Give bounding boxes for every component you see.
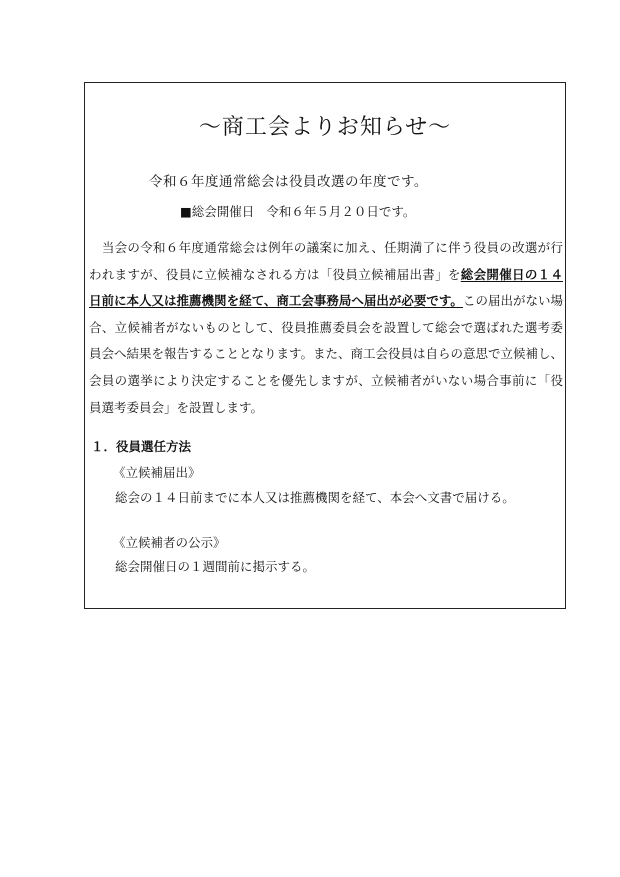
notice-title: ～商工会よりお知らせ～ (198, 115, 452, 140)
meeting-date-label: ■総会開催日 (180, 204, 255, 219)
item-text-candidacy: 総会の１４日前までに本人又は推薦機関を経て、本会へ文書で届ける。 (115, 490, 515, 505)
meeting-date-value: 令和６年５月２０日です。 (266, 204, 416, 219)
item-heading-announcement: 《立候補者の公示》 (113, 535, 226, 550)
body-text-emphasis: 総会開催日の１４日前に本人又は推薦機関を経て、商工会事務局へ届出が必要です。 (89, 266, 563, 309)
item-heading-candidacy: 《立候補届出》 (113, 465, 201, 480)
notice-box (84, 82, 566, 609)
meeting-date-line (180, 202, 415, 220)
notice-subtitle: 令和６年度通常総会は役員改選の年度です。 (149, 174, 428, 190)
body-text-part2: この届出がない場合、立候補者がないものとして、役員推薦委員会を設置して総会で選ばれた選考委員会へ結果を報告することとなります。また、商工会役員は自らの意思で立候補し、会員の選挙により決定することを優先しますが、立候補者がいない場合事前に「役員選考委員会」を設置します。 (89, 293, 564, 415)
body-paragraph (89, 235, 563, 421)
body-text-part1: 当会の令和６年度通常総会は例年の議案に加え、任期満了に伴う役員の改選が行われますが、役員に立候補なされる方は「役員立候補届出書」を (89, 240, 563, 282)
item-text-announcement: 総会開催日の１週間前に掲示する。 (115, 559, 316, 574)
section-heading: １．役員選任方法 (91, 439, 192, 454)
